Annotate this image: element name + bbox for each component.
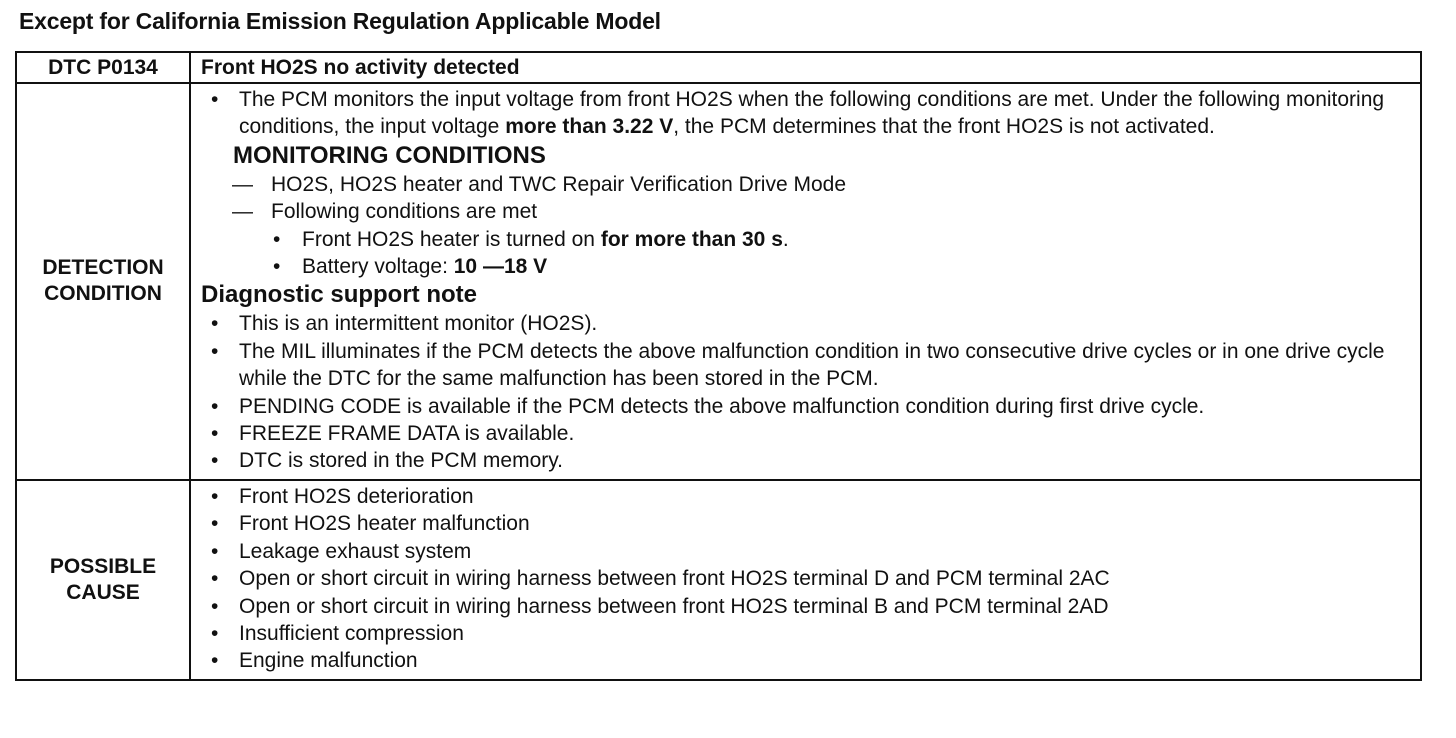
bullet-icon: • <box>211 567 219 591</box>
bullet-icon: • <box>273 255 281 279</box>
dtc-description-cell: Front HO2S no activity detected <box>190 52 1421 83</box>
cause-text: Open or short circuit in wiring harness between front HO2S terminal B and PCM terminal 2AD <box>239 594 1109 618</box>
bullet-icon: • <box>211 484 219 508</box>
monitoring-dash-item <box>191 171 1420 198</box>
detection-content-cell <box>190 83 1421 480</box>
bullet-icon: • <box>211 512 219 536</box>
cause-text: Engine malfunction <box>239 649 418 673</box>
cause-item <box>191 483 1420 510</box>
diagnostic-support-heading: Diagnostic support note <box>201 281 477 309</box>
cause-text: Front HO2S heater malfunction <box>239 512 530 536</box>
dash-icon: — <box>232 172 253 196</box>
support-note-item <box>191 420 1420 447</box>
cause-item <box>191 538 1420 565</box>
support-note-text: PENDING CODE is available if the PCM detects the above malfunction condition during first drive cycle. <box>239 394 1205 418</box>
support-note-text: DTC is stored in the PCM memory. <box>239 449 564 473</box>
detection-label-line1: DETECTION <box>42 256 164 280</box>
cause-item <box>191 647 1420 674</box>
cause-item <box>191 620 1420 647</box>
bullet-icon: • <box>211 594 219 618</box>
sub-item-text: Front HO2S heater is turned on <box>302 227 601 251</box>
sub-item-tail: . <box>782 227 789 251</box>
detection-label-cell <box>16 83 190 480</box>
bullet-icon: • <box>211 422 219 446</box>
bullet-icon: • <box>211 394 219 418</box>
possible-cause-label-cell <box>16 480 190 680</box>
bullet-icon: • <box>211 88 219 111</box>
possible-cause-row <box>16 480 1421 680</box>
support-note-item <box>191 338 1420 393</box>
cause-item <box>191 565 1420 592</box>
cause-text: Leakage exhaust system <box>239 539 472 563</box>
bullet-icon: • <box>211 339 219 363</box>
monitoring-sub-item <box>191 226 1420 253</box>
possible-cause-content-cell <box>190 480 1421 680</box>
support-note-text: The MIL illuminates if the PCM detects the above malfunction condition in two consecutive drive cycles or in one drive cycle while the DTC for the same malfunction has been stored in the PCM. <box>239 339 1385 391</box>
monitoring-sub-item <box>191 253 1420 280</box>
monitoring-dash-item <box>191 198 1420 225</box>
dash-item-text: Following conditions are met <box>271 200 538 224</box>
intro-text-bold: more than 3.22 V <box>505 115 674 139</box>
dtc-code-cell: DTC P0134 <box>16 52 190 83</box>
dash-item-text: HO2S, HO2S heater and TWC Repair Verification Drive Mode <box>271 172 847 196</box>
detection-row <box>16 83 1421 480</box>
bullet-icon: • <box>211 621 219 645</box>
bullet-icon: • <box>211 449 219 473</box>
detection-label-line2: CONDITION <box>44 282 162 306</box>
page-title: Except for California Emission Regulation Applicable Model <box>19 8 661 34</box>
sub-item-bold: 10 —18 V <box>453 255 548 279</box>
cause-item <box>191 593 1420 620</box>
support-note-text: FREEZE FRAME DATA is available. <box>239 422 575 446</box>
bullet-icon: • <box>211 539 219 563</box>
sub-item-text: Battery voltage: <box>302 255 454 279</box>
support-note-item <box>191 393 1420 420</box>
cause-text: Front HO2S deterioration <box>239 484 474 508</box>
bullet-icon: • <box>211 649 219 673</box>
cause-text: Open or short circuit in wiring harness between front HO2S terminal D and PCM terminal 2AC <box>239 567 1110 591</box>
support-note-item <box>191 310 1420 337</box>
support-note-item <box>191 447 1420 474</box>
bullet-icon: • <box>211 312 219 336</box>
cause-item <box>191 510 1420 537</box>
support-note-text: This is an intermittent monitor (HO2S). <box>239 312 598 336</box>
possible-cause-label-line2: CAUSE <box>66 580 140 604</box>
dash-icon: — <box>232 200 253 224</box>
intro-text-part2: , the PCM determines that the front HO2S is not activated. <box>673 115 1215 139</box>
cause-text: Insufficient compression <box>239 621 464 645</box>
sub-item-bold: for more than 30 s <box>600 227 783 251</box>
monitoring-conditions-heading: MONITORING CONDITIONS <box>233 141 546 169</box>
bullet-icon: • <box>273 227 281 251</box>
intro-text-part1: The PCM monitors the input voltage from front HO2S when the following conditions are met. Under the following monitoring conditions, the input voltage <box>239 88 1385 139</box>
dtc-table <box>15 51 1422 681</box>
detection-intro-item <box>191 86 1420 141</box>
possible-cause-label-line1: POSSIBLE <box>49 554 157 578</box>
header-row <box>16 52 1421 83</box>
